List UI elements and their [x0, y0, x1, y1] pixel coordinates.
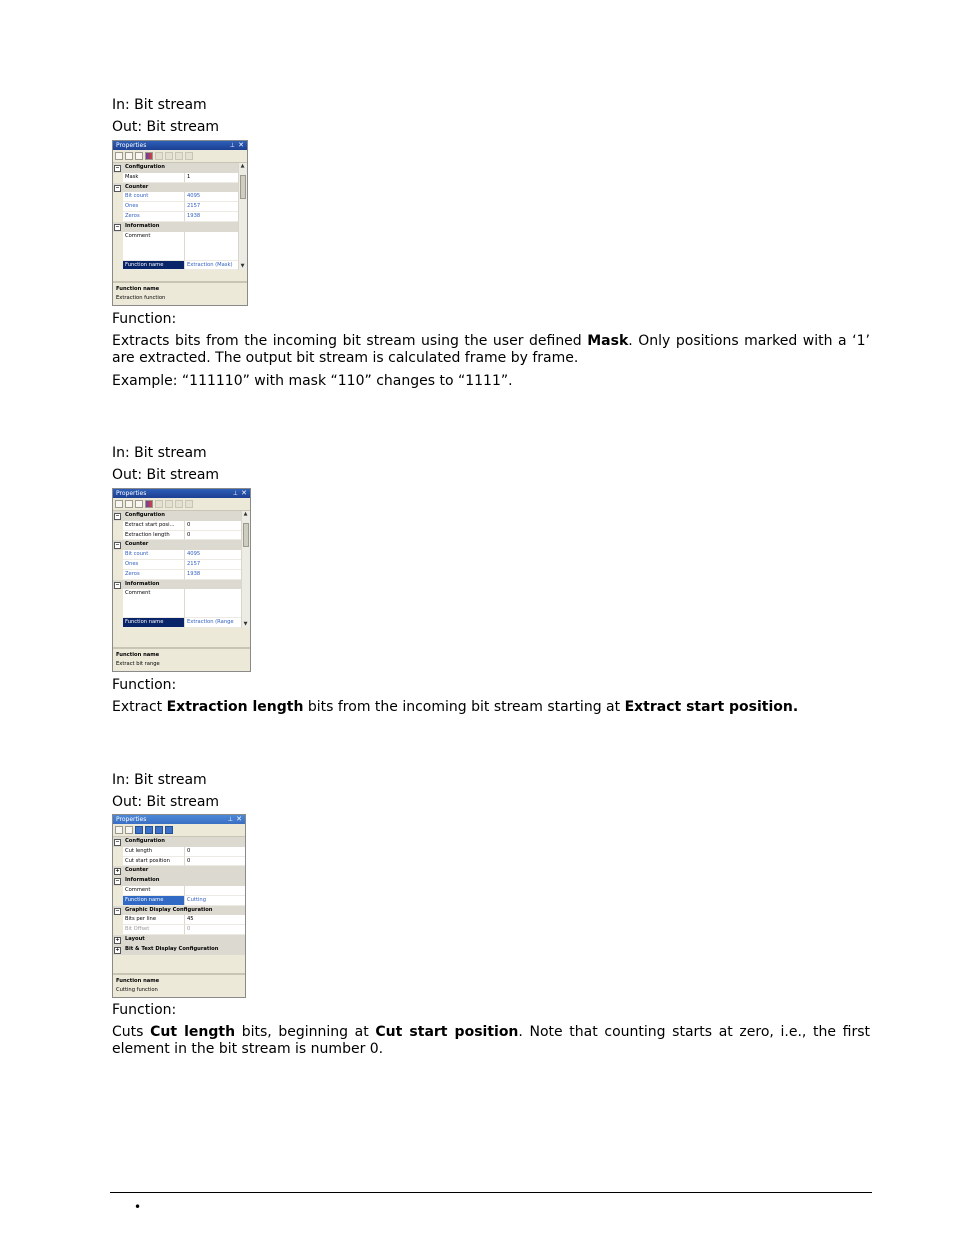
- property-value[interactable]: [185, 886, 245, 896]
- panel-title: Properties: [116, 142, 147, 149]
- property-row[interactable]: [113, 192, 247, 202]
- property-name: Ones: [123, 202, 185, 212]
- property-row[interactable]: [113, 261, 247, 271]
- row-gutter: [113, 866, 123, 876]
- row-gutter: [113, 202, 123, 212]
- alphabetical-icon[interactable]: [125, 500, 133, 508]
- section1-out-label: Out: Bit stream: [112, 119, 220, 135]
- property-name: Bits per line: [123, 915, 185, 925]
- scroll-thumb[interactable]: [243, 523, 249, 547]
- property-value[interactable]: 1938: [185, 212, 247, 222]
- section1-in-label: In: Bit stream: [112, 97, 207, 113]
- row-gutter: [113, 935, 123, 945]
- section2-function-label: Function:: [112, 677, 177, 693]
- property-name: Cut length: [123, 847, 185, 857]
- property-category[interactable]: [113, 580, 250, 590]
- row-gutter: [113, 857, 123, 867]
- section1-description: [112, 333, 870, 367]
- category-label: Configuration: [125, 512, 165, 518]
- property-row[interactable]: [113, 589, 250, 618]
- description-text: Cutting function: [116, 987, 158, 993]
- property-name: Mask: [123, 173, 185, 183]
- panel-title-bar: [113, 815, 245, 824]
- property-row[interactable]: [113, 886, 245, 896]
- property-row[interactable]: [113, 857, 245, 867]
- first-icon[interactable]: [135, 826, 143, 834]
- property-category[interactable]: [113, 906, 245, 916]
- categorized-icon[interactable]: [115, 826, 123, 834]
- next-icon[interactable]: [155, 826, 163, 834]
- row-gutter: [113, 906, 123, 916]
- scroll-thumb[interactable]: [240, 175, 246, 199]
- row-gutter: [113, 876, 123, 886]
- description-text: Extract: [112, 699, 167, 715]
- property-category[interactable]: [113, 837, 245, 847]
- section3-description: [112, 1024, 870, 1058]
- property-value[interactable]: Cutting: [185, 896, 245, 906]
- expand-icon[interactable]: +: [115, 946, 120, 953]
- description-text: Extraction function: [116, 295, 166, 301]
- property-value[interactable]: 45: [185, 915, 245, 925]
- category-label: Counter: [125, 867, 149, 874]
- property-name: Extract start posi...: [123, 521, 185, 531]
- section3-function-label: Function:: [112, 1002, 177, 1018]
- panel-toolbar: [113, 150, 247, 163]
- properties-panel-mask: [112, 140, 248, 306]
- collapse-icon[interactable]: −: [115, 542, 120, 549]
- collapse-icon[interactable]: −: [115, 839, 120, 845]
- row-gutter: [113, 886, 123, 896]
- category-label: Layout: [125, 935, 145, 942]
- property-value[interactable]: 2157: [185, 202, 247, 212]
- description-text: bits from the incoming bit stream starting at: [303, 699, 625, 715]
- row-gutter: [113, 540, 123, 550]
- cp-icon[interactable]: [135, 500, 143, 508]
- category-label: Information: [125, 580, 160, 587]
- property-row[interactable]: [113, 896, 245, 906]
- last-icon[interactable]: [165, 826, 173, 834]
- description-text: bits, beginning at: [235, 1024, 376, 1040]
- property-value[interactable]: 0: [185, 521, 250, 531]
- property-name: Zeros: [123, 570, 185, 580]
- alphabetical-icon[interactable]: [125, 826, 133, 834]
- category-label: Counter: [125, 541, 149, 548]
- property-value[interactable]: 4095: [185, 192, 247, 202]
- vertical-scrollbar[interactable]: [238, 163, 247, 270]
- pin-icon[interactable]: ⊥: [232, 490, 238, 497]
- category-label: Configuration: [125, 838, 165, 844]
- property-row[interactable]: [113, 550, 250, 560]
- scroll-down-icon[interactable]: ▼: [240, 263, 245, 270]
- description-text: Extract bit range: [116, 661, 160, 667]
- property-category[interactable]: [113, 511, 250, 521]
- palette-icon[interactable]: [145, 500, 153, 508]
- back-icon[interactable]: [155, 500, 163, 508]
- row-gutter: [113, 550, 123, 560]
- row-gutter: [113, 618, 123, 628]
- row-gutter: [113, 580, 123, 590]
- row-gutter: [113, 222, 123, 232]
- property-category[interactable]: [113, 876, 245, 886]
- property-row[interactable]: [113, 202, 247, 212]
- category-label: Configuration: [125, 164, 165, 170]
- property-name: Extraction length: [123, 531, 185, 541]
- collapse-icon[interactable]: −: [115, 907, 120, 914]
- property-value[interactable]: Extraction (Mask): [185, 261, 247, 271]
- property-value[interactable]: Extraction (Range: [185, 618, 250, 628]
- property-grid: [113, 163, 247, 270]
- property-value[interactable]: 1938: [185, 570, 250, 580]
- panel-toolbar: [113, 824, 245, 837]
- collapse-icon[interactable]: −: [115, 184, 120, 191]
- property-value[interactable]: 0: [185, 847, 245, 857]
- property-row[interactable]: [113, 173, 247, 183]
- row-gutter: [113, 589, 123, 618]
- property-value[interactable]: 4095: [185, 550, 250, 560]
- category-label: Bit & Text Display Configuration: [125, 945, 219, 952]
- row-gutter: [113, 163, 123, 173]
- down-icon[interactable]: [185, 500, 193, 508]
- property-name: Function name: [123, 618, 185, 628]
- property-category[interactable]: [113, 222, 247, 232]
- up-icon[interactable]: [175, 152, 183, 160]
- section3-in-label: In: Bit stream: [112, 772, 207, 788]
- panel-title-bar: [113, 489, 250, 498]
- close-icon[interactable]: ✕: [241, 489, 247, 497]
- expand-icon[interactable]: +: [115, 936, 120, 943]
- section1-function-label: Function:: [112, 311, 177, 327]
- pin-icon[interactable]: ⊥: [227, 816, 233, 823]
- pin-icon[interactable]: ⊥: [229, 142, 235, 149]
- description-text: . Only positions marked with a ‘1’ are extracted. The output bit stream is calculated frame by frame.: [112, 333, 870, 366]
- property-category[interactable]: [113, 935, 245, 945]
- properties-panel-cutting: [112, 814, 246, 998]
- property-value[interactable]: 1: [185, 173, 247, 183]
- bold-term: Extraction length: [166, 699, 304, 715]
- panel-title: Properties: [116, 816, 147, 823]
- categorized-icon[interactable]: [115, 152, 123, 160]
- property-row[interactable]: [113, 618, 250, 628]
- row-gutter: [113, 232, 123, 261]
- category-label: Counter: [125, 183, 149, 190]
- property-row[interactable]: [113, 570, 250, 580]
- property-grid: [113, 511, 250, 628]
- section2-out-label: Out: Bit stream: [112, 467, 220, 483]
- property-category[interactable]: [113, 540, 250, 550]
- panel-toolbar: [113, 498, 250, 511]
- section2-in-label: In: Bit stream: [112, 445, 207, 461]
- panel-description: [113, 647, 250, 671]
- property-name: Comment: [123, 886, 185, 896]
- property-name: Comment: [123, 589, 185, 618]
- property-category[interactable]: [113, 183, 247, 193]
- description-text: Extracts bits from the incoming bit stream using the user defined: [112, 333, 588, 349]
- property-name: Bit Offset: [123, 925, 185, 935]
- row-gutter: [113, 192, 123, 202]
- row-gutter: [113, 945, 123, 955]
- property-value[interactable]: 0: [185, 531, 250, 541]
- property-category[interactable]: [113, 163, 247, 173]
- row-gutter: [113, 511, 123, 521]
- footer-rule: [110, 1192, 872, 1193]
- property-name: Cut start position: [123, 857, 185, 867]
- row-gutter: [113, 531, 123, 541]
- row-gutter: [113, 521, 123, 531]
- collapse-icon[interactable]: −: [115, 513, 120, 519]
- category-label: Information: [125, 222, 160, 229]
- properties-panel-range: [112, 488, 251, 672]
- palette-icon[interactable]: [145, 152, 153, 160]
- back-icon[interactable]: [155, 152, 163, 160]
- property-name: Function name: [123, 896, 185, 906]
- row-gutter: [113, 837, 123, 847]
- property-row[interactable]: [113, 847, 245, 857]
- property-row[interactable]: [113, 232, 247, 261]
- close-icon[interactable]: ✕: [238, 141, 244, 149]
- property-name: Zeros: [123, 212, 185, 222]
- property-name: Bit count: [123, 192, 185, 202]
- categorized-icon[interactable]: [115, 500, 123, 508]
- prev-icon[interactable]: [145, 826, 153, 834]
- panel-title: Properties: [116, 490, 147, 497]
- row-gutter: [113, 183, 123, 193]
- cp-icon[interactable]: [135, 152, 143, 160]
- collapse-icon[interactable]: −: [115, 165, 120, 171]
- description-title: Function name: [116, 286, 160, 292]
- row-gutter: [113, 212, 123, 222]
- forward-icon[interactable]: [165, 500, 173, 508]
- property-name: Ones: [123, 560, 185, 570]
- property-category[interactable]: [113, 866, 245, 876]
- row-gutter: [113, 173, 123, 183]
- row-gutter: [113, 847, 123, 857]
- bold-term: Mask: [587, 333, 629, 349]
- scroll-up-icon[interactable]: ▲: [243, 511, 248, 517]
- description-text: Cuts: [112, 1024, 151, 1040]
- row-gutter: [113, 560, 123, 570]
- section2-description: [112, 699, 870, 716]
- scroll-down-icon[interactable]: ▼: [243, 621, 248, 628]
- description-title: Function name: [116, 978, 160, 984]
- panel-description: [113, 281, 247, 305]
- property-row[interactable]: [113, 925, 245, 935]
- section1-example: Example: “111110” with mask “110” changes to “1111”.: [112, 373, 513, 389]
- row-gutter: [113, 570, 123, 580]
- footer-bullet: •: [134, 1200, 142, 1214]
- property-row[interactable]: [113, 560, 250, 570]
- down-icon[interactable]: [185, 152, 193, 160]
- bold-term: Extract start position.: [624, 699, 799, 715]
- expand-icon[interactable]: +: [115, 868, 120, 875]
- property-name: Bit count: [123, 550, 185, 560]
- panel-title-bar: [113, 141, 247, 150]
- category-label: Graphic Display Configuration: [125, 906, 213, 913]
- bold-term: Cut start position: [375, 1024, 519, 1040]
- row-gutter: [113, 896, 123, 906]
- property-row[interactable]: [113, 531, 250, 541]
- property-value[interactable]: 0: [185, 925, 245, 935]
- scroll-up-icon[interactable]: ▲: [240, 163, 245, 169]
- section3-out-label: Out: Bit stream: [112, 794, 220, 810]
- property-name: Function name: [123, 261, 185, 271]
- forward-icon[interactable]: [165, 152, 173, 160]
- up-icon[interactable]: [175, 500, 183, 508]
- collapse-icon[interactable]: −: [115, 581, 120, 588]
- property-value[interactable]: 2157: [185, 560, 250, 570]
- description-title: Function name: [116, 652, 160, 658]
- row-gutter: [113, 261, 123, 271]
- description-text: . Note that counting starts at zero, i.e., the first element in the bit stream is number 0.: [112, 1024, 870, 1057]
- property-row[interactable]: [113, 212, 247, 222]
- row-gutter: [113, 925, 123, 935]
- property-row[interactable]: [113, 521, 250, 531]
- vertical-scrollbar[interactable]: [241, 511, 250, 628]
- property-value[interactable]: 0: [185, 857, 245, 867]
- property-grid: [113, 837, 245, 955]
- alphabetical-icon[interactable]: [125, 152, 133, 160]
- collapse-icon[interactable]: −: [115, 223, 120, 230]
- row-gutter: [113, 915, 123, 925]
- category-label: Information: [125, 877, 160, 884]
- panel-description: [113, 973, 245, 997]
- collapse-icon[interactable]: −: [115, 878, 120, 885]
- property-category[interactable]: [113, 945, 245, 955]
- property-name: Comment: [123, 232, 185, 261]
- property-row[interactable]: [113, 915, 245, 925]
- bold-term: Cut length: [150, 1024, 236, 1040]
- close-icon[interactable]: ✕: [236, 815, 242, 823]
